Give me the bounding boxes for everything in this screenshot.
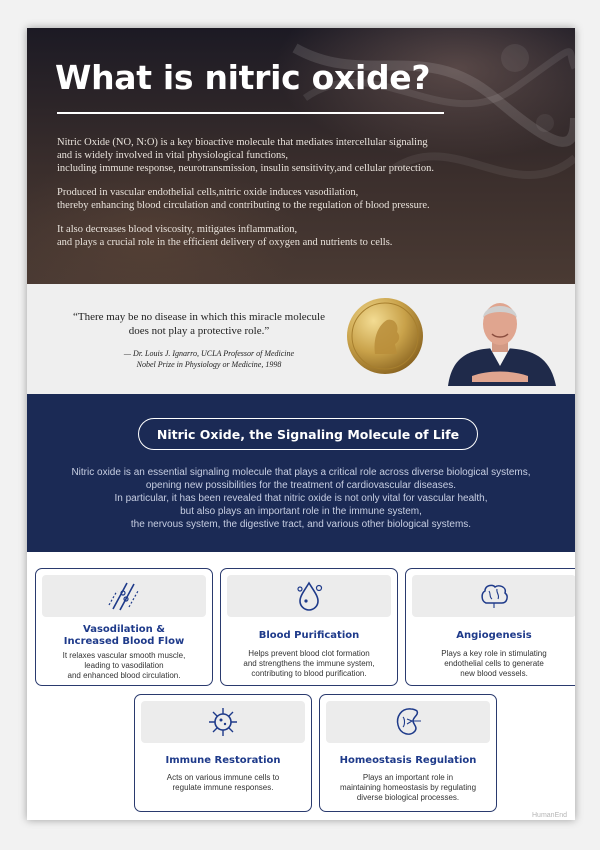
intro-line: It also decreases blood viscosity, mitigates inflammation, xyxy=(57,224,298,235)
body-line: opening new possibilities for the treatment of cardiovascular diseases. xyxy=(145,480,457,491)
intro-line: thereby enhancing blood circulation and contributing to the regulation of blood pressure. xyxy=(57,200,430,211)
card-desc-line: diverse biological processes. xyxy=(356,793,460,802)
body-line: the nervous system, the digestive tract, and various other biological systems. xyxy=(130,519,472,530)
body-line: Nitric oxide is an essential signaling molecule that plays a critical role across diverse biological systems, xyxy=(71,467,531,478)
card-homeostasis xyxy=(319,694,497,812)
card-vasodilation xyxy=(35,568,213,686)
card-immune-restoration xyxy=(134,694,312,812)
quote-text xyxy=(59,310,339,338)
intro-line: Produced in vascular endothelial cells,nitric oxide induces vasodilation, xyxy=(57,187,359,198)
card-icon-panel xyxy=(326,701,490,743)
card-description xyxy=(135,773,311,793)
card-desc-line: contributing to blood purification. xyxy=(251,669,367,678)
card-title-line: Angiogenesis xyxy=(456,630,532,641)
body-line: but also plays an important role in the immune system, xyxy=(180,506,422,517)
attribution-line: Nobel Prize in Physiology or Medicine, 1998 xyxy=(136,360,282,369)
quote-section xyxy=(27,284,575,394)
card-description xyxy=(406,649,575,679)
card-desc-line: Acts on various immune cells to xyxy=(166,773,280,782)
card-description xyxy=(320,773,496,803)
card-desc-line: leading to vasodilation xyxy=(84,661,164,670)
card-desc-line: Plays an important role in xyxy=(362,773,454,782)
card-title xyxy=(135,755,311,767)
brain-icon xyxy=(477,579,511,613)
section-heading: Nitric Oxide, the Signaling Molecule of Life xyxy=(138,418,478,450)
quote-attribution xyxy=(79,348,339,370)
card-desc-line: It relaxes vascular smooth muscle, xyxy=(62,651,186,660)
portrait-photo xyxy=(442,294,560,386)
blood-drop-icon xyxy=(292,579,326,613)
quote-line: does not play a protective role.” xyxy=(128,325,270,337)
signaling-section xyxy=(27,394,575,552)
card-desc-line: Plays a key role in stimulating xyxy=(441,649,547,658)
card-title xyxy=(406,630,575,642)
card-title xyxy=(320,755,496,767)
card-title-line: Increased Blood Flow xyxy=(63,636,185,647)
card-title xyxy=(36,624,212,648)
card-desc-line: new blood vessels. xyxy=(460,669,528,678)
card-description xyxy=(221,649,397,679)
card-icon-panel xyxy=(227,575,391,617)
title-underline xyxy=(57,112,444,114)
intro-line: and is widely involved in vital physiological functions, xyxy=(57,150,288,161)
poster-sheet xyxy=(27,28,575,820)
intro-paragraph-2 xyxy=(57,186,557,212)
card-title-line: Homeostasis Regulation xyxy=(339,755,477,766)
intro-paragraph-3 xyxy=(57,223,557,249)
card-blood-purification xyxy=(220,568,398,686)
card-desc-line: and strengthens the immune system, xyxy=(243,659,375,668)
body-line: In particular, it has been revealed that nitric oxide is not only vital for vascular health, xyxy=(114,493,488,504)
card-title-line: Blood Purification xyxy=(258,630,360,641)
card-angiogenesis xyxy=(405,568,575,686)
intro-line: including immune response, neurotransmission, insulin sensitivity,and cellular protection. xyxy=(57,163,434,174)
card-desc-line: maintaining homeostasis by regulating xyxy=(339,783,477,792)
card-title xyxy=(221,630,397,642)
kidney-icon xyxy=(391,705,425,739)
card-desc-line: Helps prevent blood clot formation xyxy=(248,649,370,658)
card-title-line: Immune Restoration xyxy=(165,755,281,766)
virus-icon xyxy=(206,705,240,739)
intro-paragraph-1 xyxy=(57,136,557,175)
card-icon-panel xyxy=(412,575,575,617)
card-icon-panel xyxy=(141,701,305,743)
section-body xyxy=(27,466,575,531)
card-desc-line: and enhanced blood circulation. xyxy=(67,671,181,680)
blood-vessel-icon xyxy=(107,579,141,613)
card-desc-line: endothelial cells to generate xyxy=(444,659,544,668)
intro-line: and plays a crucial role in the efficient delivery of oxygen and nutrients to cells. xyxy=(57,237,393,248)
card-description xyxy=(36,651,212,681)
card-icon-panel xyxy=(42,575,206,617)
nobel-medal-image xyxy=(345,296,425,376)
brand-watermark: HumanEnd xyxy=(532,812,568,819)
intro-line: Nitric Oxide (NO, N:O) is a key bioactive molecule that mediates intercellular signaling xyxy=(57,137,428,148)
quote-line: “There may be no disease in which this miracle molecule xyxy=(73,311,325,323)
attribution-line: — Dr. Louis J. Ignarro, UCLA Professor of Medicine xyxy=(123,349,295,358)
card-title-line: Vasodilation & xyxy=(83,624,165,635)
hero-section xyxy=(27,28,575,284)
page-title: What is nitric oxide? xyxy=(55,58,431,97)
card-desc-line: regulate immune responses. xyxy=(172,783,274,792)
